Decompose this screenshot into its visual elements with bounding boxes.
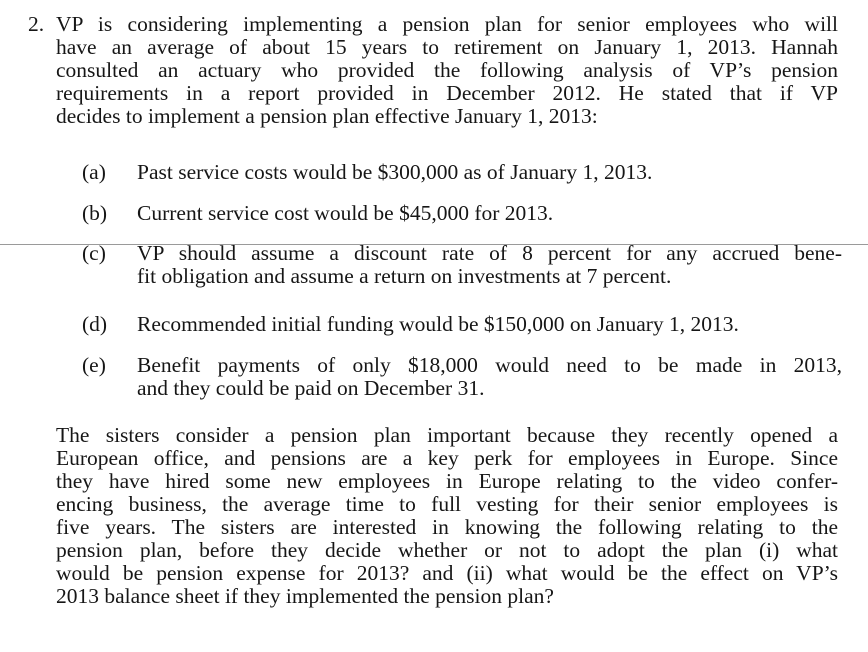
item-text (137, 161, 842, 184)
paragraph-line: encing business, the average time to full vesting for their senior employees is (56, 492, 838, 516)
question-intro (56, 13, 838, 128)
closing-paragraph (56, 424, 838, 608)
item-label: (e) (82, 353, 106, 377)
paragraph-line: The sisters consider a pension plan important because they recently opened a (56, 423, 838, 447)
item-label: (b) (82, 201, 108, 225)
intro-line: have an average of about 15 years to retirement on January 1, 2013. Hannah (56, 35, 838, 59)
item-line: Recommended initial funding would be $150,000 on January 1, 2013. (137, 312, 739, 336)
item-text (137, 202, 842, 225)
item-label: (c) (82, 241, 106, 265)
item-line: Benefit payments of only $18,000 would need to be made in 2013, (137, 353, 842, 377)
question-number: 2. (28, 12, 45, 36)
item-line: VP should assume a discount rate of 8 percent for any accrued bene- (137, 241, 842, 265)
item-text (137, 354, 842, 400)
item-label: (a) (82, 160, 106, 184)
paragraph-line: pension plan, before they decide whether or not to adopt the plan (i) what (56, 538, 838, 562)
paragraph-line: 2013 balance sheet if they implemented the pension plan? (56, 584, 554, 608)
intro-line: consulted an actuary who provided the following analysis of VP’s pension (56, 58, 838, 82)
intro-line: decides to implement a pension plan effective January 1, 2013: (56, 104, 598, 128)
item-label: (d) (82, 312, 108, 336)
paragraph-line: would be pension expense for 2013? and (ii) what would be the effect on VP’s (56, 561, 838, 585)
item-line: fit obligation and assume a return on investments at 7 percent. (137, 264, 672, 288)
item-text (137, 242, 842, 288)
item-text (137, 313, 842, 336)
paragraph-line: European office, and pensions are a key perk for employees in Europe. Since (56, 446, 838, 470)
intro-line: requirements in a report provided in December 2012. He stated that if VP (56, 81, 838, 105)
item-line: Past service costs would be $300,000 as of January 1, 2013. (137, 160, 653, 184)
item-line: and they could be paid on December 31. (137, 376, 485, 400)
item-line: Current service cost would be $45,000 for 2013. (137, 201, 554, 225)
intro-line: VP is considering implementing a pension plan for senior employees who will (56, 12, 838, 36)
paragraph-line: they have hired some new employees in Europe relating to the video confer- (56, 469, 838, 493)
paragraph-line: five years. The sisters are interested in knowing the following relating to the (56, 515, 838, 539)
